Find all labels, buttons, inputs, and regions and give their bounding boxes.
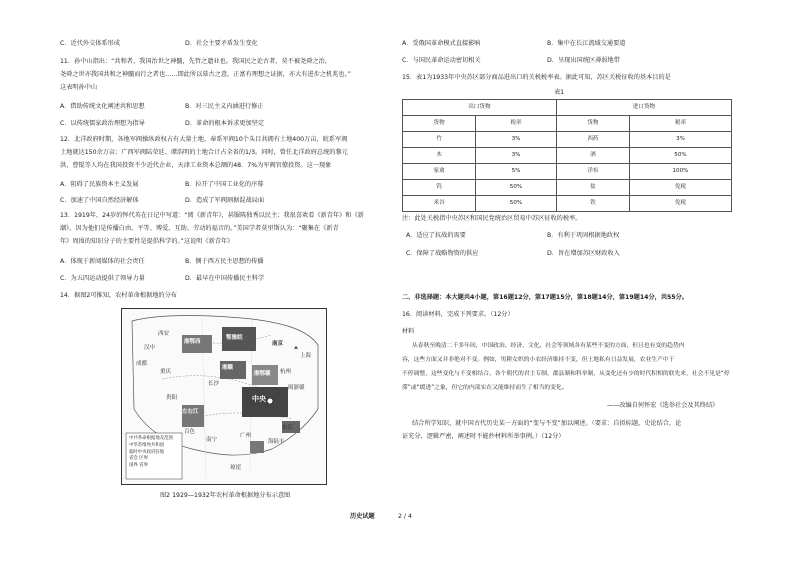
q13-option-b: B．侧于西方民主思想的传播	[185, 258, 264, 265]
map-label-guiyang: 贵阳	[166, 395, 178, 401]
passage-line-1: 从春秋至晚清二千多年间，中国政治、经济、文化、社会等领域各有某些不变的方面，但且也有变的趋势内	[412, 343, 685, 349]
map-label-shanghai: 上海	[300, 353, 312, 359]
table-row	[403, 164, 732, 180]
map-label-changsha: 长沙	[208, 381, 220, 387]
map-label-xian: 西安	[158, 331, 170, 337]
q15-stem: 15．表1为1933年中央苏区部分商品进出口的关税税率表。据此可知，苏区关税征收的基本目的是	[402, 74, 671, 81]
q13-line-3: 年》周围的知识分子的主要性是提倡科学的。”这说明《新青年》	[60, 238, 234, 245]
q12-line-1: 12．北洋政府时期，各地军阀操纵政权占有大量土地，奉系军阀10个头目共拥有土地400万亩，皖系军阀	[60, 136, 348, 143]
q11-option-b: B．对三民主义内涵进行修正	[185, 103, 264, 110]
q15-option-c: C．保障了战略物资的供应	[406, 250, 479, 257]
group-export: 出口货物	[403, 100, 557, 116]
map-label-guangzhou: 广州	[240, 433, 252, 439]
passage-line-4: 滞”或“缓进”之象，但它的内部实在又能维持而生了相当的变化。	[402, 385, 568, 391]
q10-option-d: D．社会主要矛盾发生变化	[185, 40, 258, 47]
section-2-header: 二、非选择题：本大题共4小题，第16题12分，第17题15分，第18题14分，第19题14分，共55分。	[402, 294, 688, 301]
table-row	[403, 180, 732, 196]
q12-option-d: D．造成了军阀割据混战局面	[185, 197, 265, 204]
table-row	[403, 132, 732, 148]
header-goods-export: 货物	[403, 116, 476, 132]
table-title: 表1	[554, 89, 565, 96]
cell: 5%	[476, 164, 557, 180]
table-row	[403, 196, 732, 212]
header-goods-import: 货物	[556, 116, 629, 132]
cell: 3%	[630, 132, 732, 148]
map-label-dongjiang: 东江	[282, 425, 294, 431]
q13-line-1: 13．1919年，24岁的恽代英在日记中写道：“阅《新青年》，甚服陈独秀以民主；我很喜欢看《新青年》和《新	[60, 212, 364, 219]
footer-page: 2 / 4	[398, 513, 412, 520]
legend-item-capital: 省会 区界	[129, 456, 148, 462]
q14-stem: 14．据图2可推知，农村革命根据地的分布	[60, 292, 177, 299]
cell: 3%	[476, 148, 557, 164]
map-legend	[129, 436, 173, 470]
map-label-nanning: 南宁	[206, 437, 218, 443]
cell: 竹	[403, 132, 476, 148]
q14-option-b: B．集中在长江流域交通要道	[547, 40, 626, 47]
q12-line-2: 土地就达150余万亩；广西军阀陆荣廷、谭浩明的土地合计占全省的1/3。同时，曾任北洋政府总统的黎元	[60, 149, 348, 156]
q14-option-a: A．受俄国革命模式直接影响	[402, 40, 481, 47]
passage-line-3: 不停调整，这些变化与不变相结合。各个朝代的君主专制、郡县制和科举制，从变化还有少的时代积相的联先来，社会不见是“停	[402, 371, 730, 377]
q16-text-1: 结合所学知识，就中国古代历史某一方面的“变与不变”加以阐述。（要求：自拟标题，史论结合，论	[412, 420, 682, 427]
cell: 盐	[556, 180, 629, 196]
cell: 免税	[630, 180, 732, 196]
legend-item-bases: 中共革命根据地及范围	[129, 436, 173, 441]
map-label-qiongya: 琼崖	[230, 465, 242, 471]
cell: 米谷	[403, 196, 476, 212]
cell: 50%	[476, 180, 557, 196]
q11-line-3: 这表明孙中山	[60, 84, 98, 91]
map-label-nanjing: 南京	[272, 341, 284, 347]
cell: 钨	[403, 180, 476, 196]
header-rate-import: 税率	[630, 116, 732, 132]
legend-item-soviet: 中华苏维埃共和国	[129, 442, 165, 448]
map-label-hangzhou: 杭州	[280, 369, 292, 375]
revolutionary-bases-map	[121, 308, 327, 485]
q12-option-c: C．加速了中国自然经济解体	[60, 197, 139, 204]
cell: 酒	[556, 148, 629, 164]
q13-option-a: A．体现于新闻媒体的社会责任	[60, 258, 145, 265]
footer-subject: 历史试题	[350, 513, 375, 520]
table-row	[403, 148, 732, 164]
map-label-xianggan: 湘赣	[222, 365, 234, 371]
q14-option-c: C．与国民革命运动密切相关	[402, 57, 481, 64]
cell: 铁	[556, 196, 629, 212]
table-note: 注：此处关税指中央苏区和国民党统治区贸易中苏区征收的税率。	[402, 215, 582, 222]
map-label-xiangegan: 湘鄂赣	[254, 371, 271, 377]
citation: ——改编自何怀宏《选举社会及其终结》	[607, 402, 719, 409]
q12-option-a: A．阻碍了民族资本主义发展	[60, 181, 139, 188]
cell: 免税	[630, 196, 732, 212]
q13-option-d: D．最早在中国传播民主科学	[185, 275, 265, 282]
q11-line-1: 11．孙中山指出：“共和者，我国治世之神髓，先哲之遗业也。我国民之论古者，莫不被尧舜之治，	[60, 58, 331, 65]
map-label-baise: 百色	[184, 429, 196, 435]
cell: 家禽	[403, 164, 476, 180]
legend-item-borders: 国界 省界	[129, 463, 148, 469]
table-group-row	[403, 100, 732, 116]
map-label-minzhegan: 闽浙赣	[288, 385, 305, 391]
q11-option-d: D．革命的根本诉求更加坚定	[185, 120, 265, 127]
group-import: 进口货物	[556, 100, 731, 116]
table-header-row	[403, 116, 732, 132]
q11-option-c: C．以传统儒家政治理想为指导	[60, 120, 145, 127]
map-label-hailufeng: 海陆丰	[268, 439, 285, 445]
map-caption: 图2 1929—1932年农村革命根据地分布示意图	[160, 492, 291, 499]
cell: 100%	[630, 164, 732, 180]
map-label-chengdu: 成都	[136, 361, 148, 367]
cell: 50%	[476, 196, 557, 212]
map-label-xiangexi: 湘鄂西	[184, 339, 201, 345]
q13-line-2: 潮》，因为他们是传播白由、平等、博爱、互助、劳动的福音的。”美国学者莫里斯认为：“聚集在《新青	[60, 225, 339, 232]
cell: 3%	[476, 132, 557, 148]
legend-item-central-gov: 临时中央政府驻地	[129, 449, 165, 455]
q16-text-2: 证充分，逻辑严密，阐述时不能抄材料所举事例。）（12分）	[402, 433, 565, 440]
q13-option-c: C．为五四运动提供了领导力量	[60, 275, 145, 282]
map-label-chongqing: 重庆	[160, 369, 172, 375]
cell: 50%	[630, 148, 732, 164]
q15-option-a: A．适应了抗战的需要	[406, 232, 466, 239]
q12-option-b: B．拉开了中国工业化的序幕	[185, 181, 264, 188]
material-label: 材料	[402, 328, 415, 335]
cell: 西药	[556, 132, 629, 148]
tariff-table	[402, 99, 732, 212]
q11-option-a: A．借助传统文化阐述共和思想	[60, 103, 145, 110]
q10-option-c: C．近代外交体系形成	[60, 40, 121, 47]
q14-option-d: D．呈现出国统区薄弱地带	[547, 57, 620, 64]
passage-line-2: 容，这些方面又并非绝对不变。例如，男耕女织的小农经济维持不变，但土地私有日益发展，农业生产中于	[402, 357, 675, 363]
map-label-hanzhong: 汉中	[144, 345, 156, 351]
q15-option-b: B．有利于巩固根据地政权	[547, 232, 620, 239]
cell: 木	[403, 148, 476, 164]
q16-header: 16．阅读材料，完成下列要求。（12分）	[402, 311, 514, 318]
map-label-zhongyang: 中央	[252, 395, 266, 403]
map-label-eyuwan: 鄂豫皖	[226, 335, 243, 341]
cell: 洋布	[556, 164, 629, 180]
header-rate-export: 税率	[476, 116, 557, 132]
q12-line-3: 洪、曹锟等人均在我国投资不少近代企业，天津工业资本总额的48．7%为军阀官僚投资。这一现象	[60, 162, 332, 169]
q15-option-d: D．旨在增加苏区财政收入	[547, 250, 620, 257]
map-label-zuoyoujiang: 左右江	[182, 409, 199, 415]
q11-line-2: 尧舜之世亦我国共和之神髓而行之者也……即此所以慕古之意，正富有理想之证据，亦大有进步之机兆也。”	[60, 71, 351, 78]
